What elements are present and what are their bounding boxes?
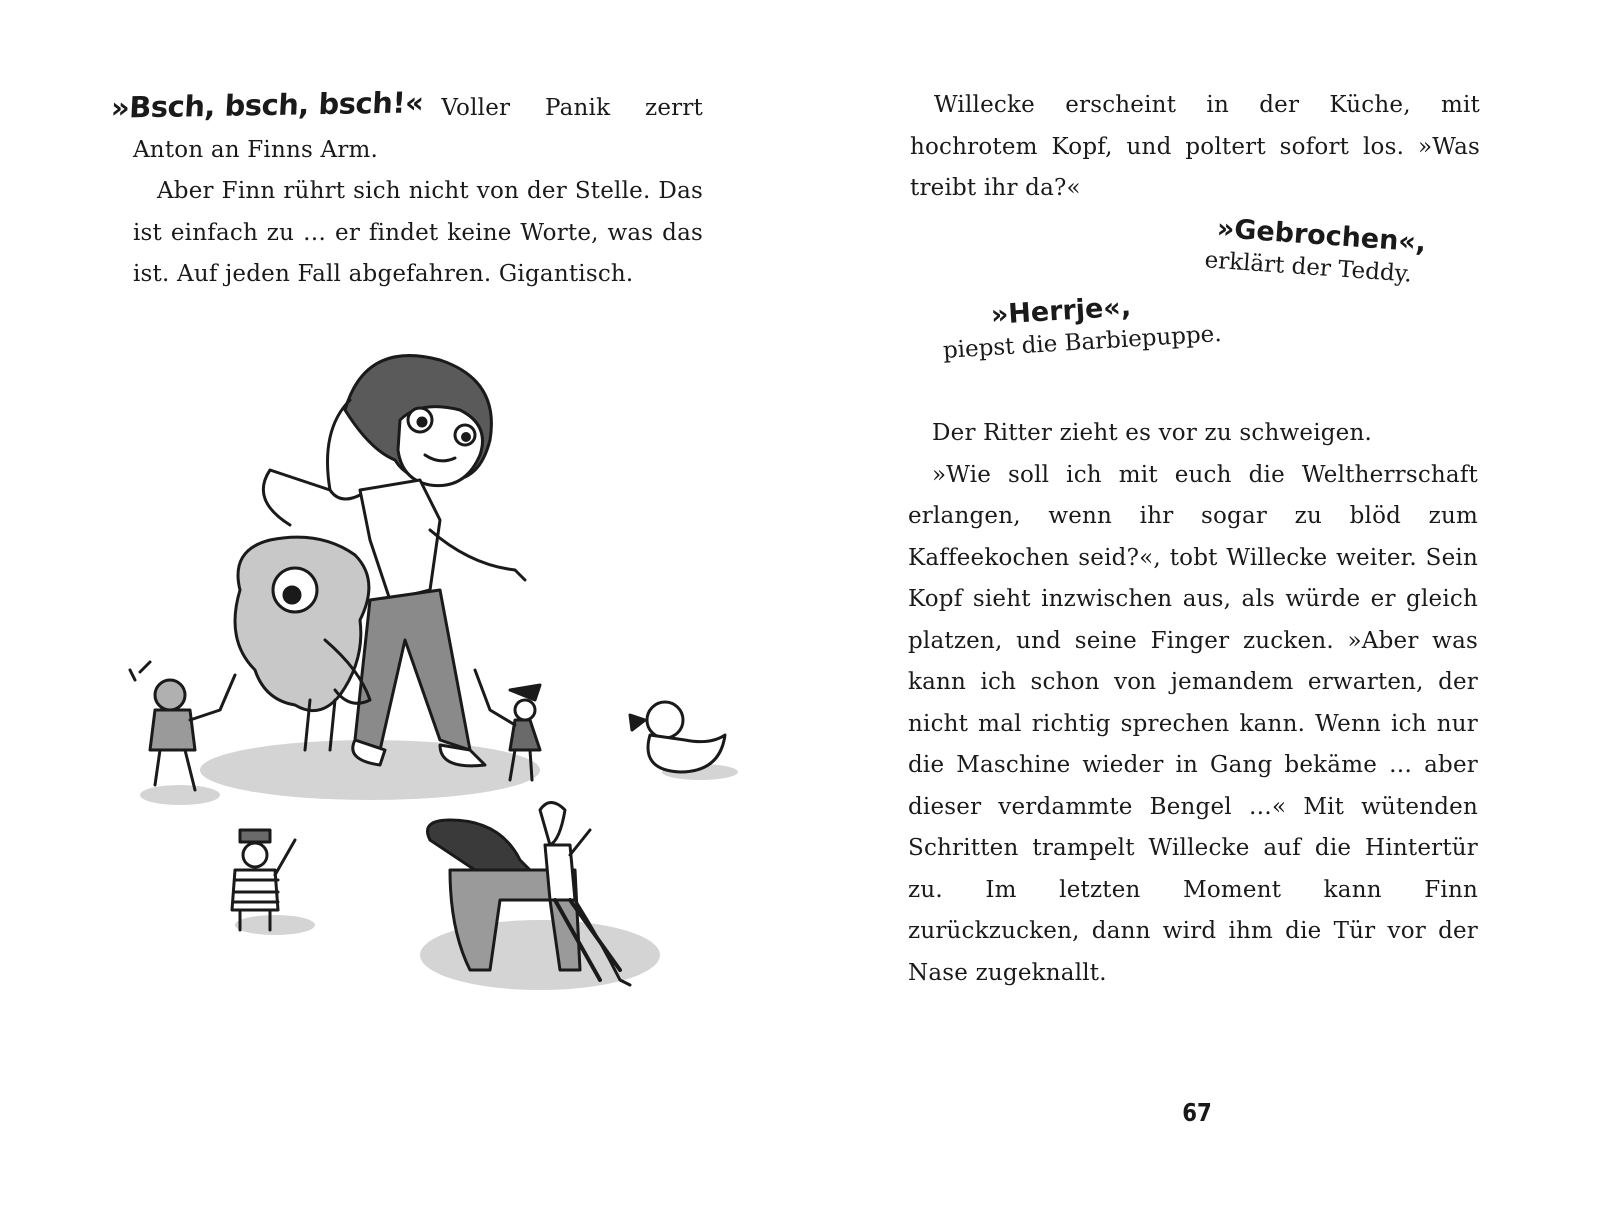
teddy-tag: erklärt der Teddy.: [1203, 247, 1413, 288]
right-body-paragraph-2: »Wie soll ich mit euch die Weltherrschaft erlangen, wenn ihr sogar zu blöd zum Kaffeekochen seid?«, tobt Willecke weiter. Sein Kopf sieht inzwischen aus, als würde er gleich platzen, und seine Finger zucken. »Aber was kann ich schon von jemandem erwarten, der nicht mal richtig sprechen kann. Wenn ich nur die Maschine wieder in Gang bekäme … aber dieser verdammte Bengel …« Mit wütenden Schritten trampelt Willecke auf die Hintertür zu. Im letzten Moment kann Finn zurückzucken, dann wird ihm die Tür vor der Nase zugeknallt.: [908, 461, 1478, 986]
right-body-paragraph-1: Der Ritter zieht es vor zu schweigen.: [932, 420, 1373, 446]
girl-figure: [235, 537, 370, 750]
toy-figures-illustration-icon: [120, 340, 740, 1040]
barbie-tag: piepst die Barbiepuppe.: [942, 320, 1223, 364]
left-paragraph-1-text: Voller Panik zerrt Anton an Finns Arm.: [133, 95, 703, 163]
left-page-text: [110, 85, 703, 296]
sailor-figure: [232, 830, 295, 930]
right-body-text: [908, 413, 1478, 994]
page-number: 67: [1182, 1098, 1212, 1127]
left-paragraph-2: Aber Finn rührt sich nicht von der Stelle. Das ist einfach zu … er findet keine Worte, was das ist. Auf jeden Fall abgefahren. Gigantisch.: [133, 178, 703, 287]
left-paragraph-1: [110, 85, 703, 171]
right-intro-paragraph: Willecke erscheint in der Küche, mit hochrotem Kopf, und poltert sofort los. »Was treibt ihr da?«: [910, 92, 1480, 201]
rubber-duck-figure: [630, 702, 725, 772]
barbie-exclaim: »Herrje«,: [990, 291, 1132, 331]
opening-shout: »Bsch, bsch, bsch!«: [110, 85, 425, 125]
right-intro-text: [910, 85, 1480, 210]
teddy-exclaim: »Gebrochen«,: [1215, 213, 1428, 259]
